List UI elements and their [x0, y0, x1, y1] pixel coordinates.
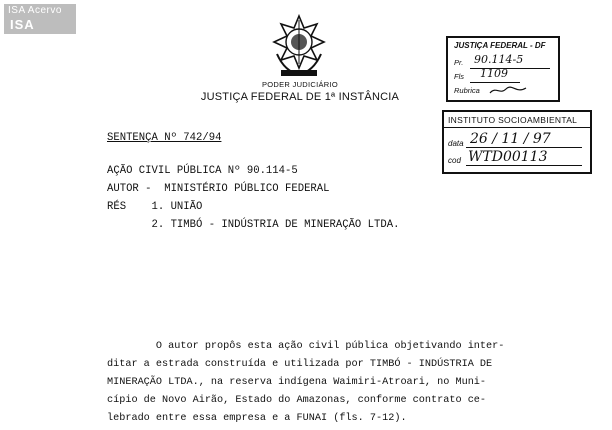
stamp-date-label: data	[448, 139, 464, 148]
paragraph-line: ditar a estrada construída e utilizada por TIMBÓ - INDÚSTRIA DE	[107, 359, 493, 370]
stamp-proc-value: 90.114-5	[474, 53, 524, 66]
stamp-proc-label: Pr.	[454, 58, 464, 67]
sentence-number: SENTENÇA Nº 742/94	[107, 132, 222, 144]
author-line: AUTOR - MINISTÉRIO PÚBLICO FEDERAL	[107, 183, 330, 195]
logo-bottom-text: ISA	[10, 17, 35, 32]
stamp-rubrica-label: Rubrica	[454, 86, 480, 95]
isa-stamp	[442, 110, 592, 174]
isa-acervo-logo	[4, 4, 76, 34]
defendant-line-2: 2. TIMBÓ - INDÚSTRIA DE MINERAÇÃO LTDA.	[107, 219, 400, 231]
stamp-cod-label: cod	[448, 156, 461, 165]
paragraph-line: O autor propôs esta ação civil pública objetivando inter-	[107, 341, 505, 352]
rubrica-signature-icon	[488, 84, 528, 96]
paragraph-line: cípio de Novo Airão, Estado do Amazonas, conforme contrato ce-	[107, 395, 487, 406]
stamp-fls-value: 1109	[480, 67, 508, 80]
action-title: AÇÃO CIVIL PÚBLICA Nº 90.114-5	[107, 165, 298, 177]
header-court: JUSTIÇA FEDERAL DE 1ª INSTÂNCIA	[200, 91, 400, 103]
logo-top-text: ISA Acervo	[8, 5, 62, 16]
brazil-coat-of-arms-icon	[271, 14, 327, 78]
stamp-date-value: 26 / 11 / 97	[470, 131, 551, 147]
defendant-line-1: RÉS 1. UNIÃO	[107, 201, 203, 213]
header-branch: PODER JUDICIÁRIO	[261, 80, 339, 89]
stamp-court-title: JUSTIÇA FEDERAL - DF	[454, 41, 546, 50]
stamp-isa-title: INSTITUTO SOCIOAMBIENTAL	[448, 115, 578, 125]
paragraph-line: lebrado entre essa empresa e a FUNAI (fls. 7-12).	[107, 413, 407, 424]
stamp-fls-label: Fls	[454, 72, 464, 81]
stamp-cod-value: WTD00113	[468, 149, 548, 165]
paragraph-line: MINERAÇÃO LTDA., na reserva indígena Waimiri-Atroari, no Muni-	[107, 377, 487, 388]
court-protocol-stamp	[446, 36, 560, 102]
